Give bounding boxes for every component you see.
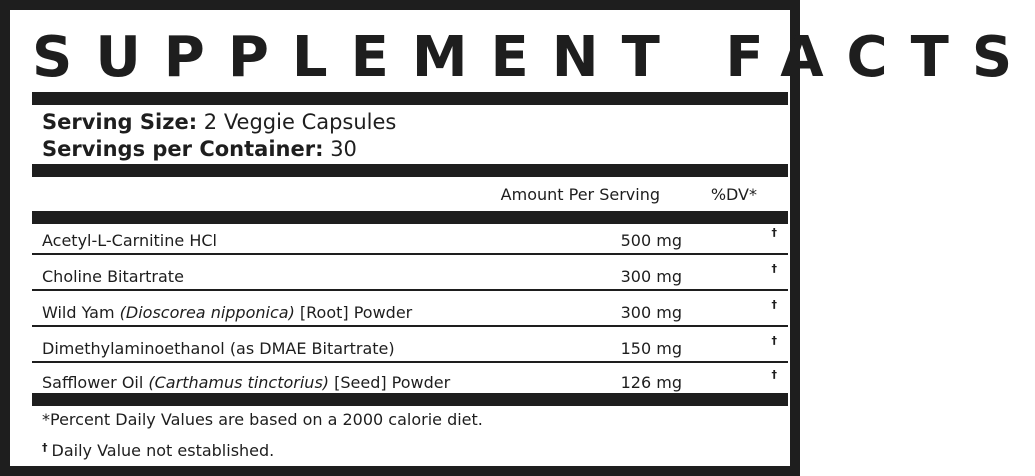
- serving-size-value: 2 Veggie Capsules: [203, 110, 397, 134]
- nutrient-name: Safflower Oil (Carthamus tinctorius) [Seed] Powder: [42, 373, 451, 392]
- thick-divider: [32, 92, 788, 105]
- thick-divider: [32, 164, 788, 177]
- nutrient-amount: 126 mg: [620, 373, 682, 392]
- row-divider: [32, 361, 788, 363]
- nutrient-name: Choline Bitartrate: [42, 267, 184, 286]
- servings-per-container-label: Servings per Container:: [42, 137, 324, 161]
- dagger-mark: †: [42, 441, 48, 454]
- dagger-mark: †: [771, 334, 777, 347]
- amount-per-serving-header: Amount Per Serving: [500, 185, 660, 204]
- dagger-mark: †: [771, 262, 777, 275]
- nutrient-amount: 150 mg: [620, 339, 682, 358]
- nutrient-name: Wild Yam (Dioscorea nipponica) [Root] Powder: [42, 303, 413, 322]
- servings-per-container-value: 30: [330, 137, 357, 161]
- footnote-text: Daily Value not established.: [51, 441, 275, 460]
- nutrient-amount: 300 mg: [620, 303, 682, 322]
- dagger-mark: †: [771, 298, 777, 311]
- dagger-mark: †: [771, 368, 777, 381]
- dagger-mark: †: [771, 226, 777, 239]
- serving-size: [42, 108, 396, 136]
- nutrient-amount: 500 mg: [620, 231, 682, 250]
- row-divider: [32, 325, 788, 327]
- serving-size-label: Serving Size:: [42, 110, 198, 134]
- nutrient-name: Dimethylaminoethanol (as DMAE Bitartrate): [42, 339, 395, 358]
- servings-per-container: [42, 135, 357, 163]
- row-divider: [32, 289, 788, 291]
- thick-divider: [32, 393, 788, 406]
- row-divider: [32, 253, 788, 255]
- daily-value-header: %DV*: [710, 185, 757, 204]
- nutrient-amount: 300 mg: [620, 267, 682, 286]
- nutrient-name: Acetyl-L-Carnitine HCl: [42, 231, 217, 250]
- thick-divider: [32, 211, 788, 224]
- percent-daily-value-footnote: *Percent Daily Values are based on a 2000 calorie diet.: [42, 410, 483, 429]
- daily-value-not-established-footnote: [42, 436, 274, 463]
- panel-title: SUPPLEMENT FACTS: [32, 25, 1035, 90]
